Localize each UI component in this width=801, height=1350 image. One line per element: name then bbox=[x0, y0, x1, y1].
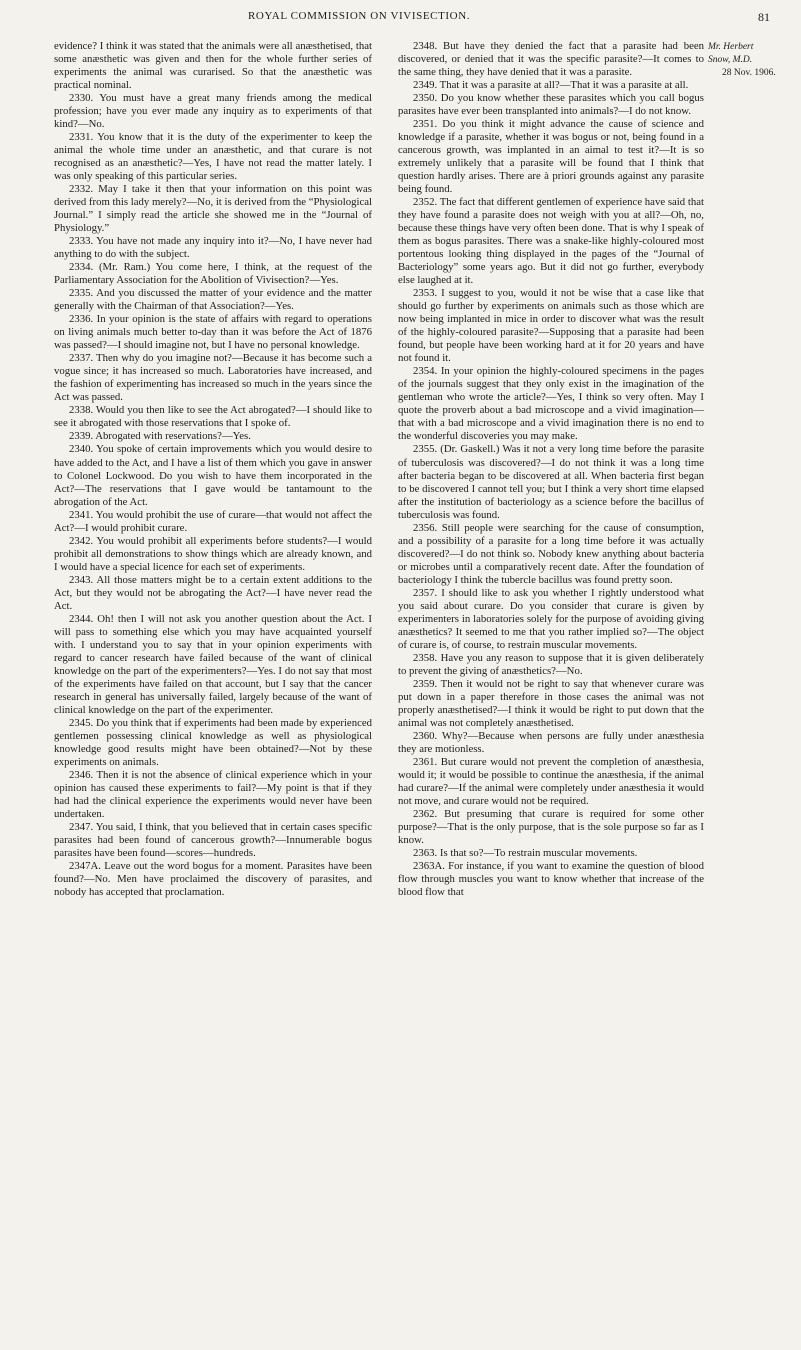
question-answer-paragraph: 2348. But have they denied the fact that a parasite had been discovered, or denied that it was the specific parasite?—It comes to the same thing, they have denied that it was a parasite. bbox=[398, 40, 704, 79]
question-answer-paragraph: 2346. Then it is not the absence of clinical experience which in your opinion has caused these experiments to fail?—My point is that if they had had the clinical experience the experiments would never have been undertaken. bbox=[54, 768, 372, 820]
question-answer-paragraph: 2340. You spoke of certain improvements which you would desire to have added to the Act, and I have a list of them which you gave in answer to Colonel Lockwood. Do you wish to have them incorporated in the Act?—The reservations that I gave would be tantamount to the abrogation of the Act. bbox=[54, 443, 372, 508]
question-answer-paragraph: 2337. Then why do you imagine not?—Because it has become such a vogue since; it has increased so much. Laboratories have increased, and the fashion of experimenting has increased so much in the years since the Act was passed. bbox=[54, 352, 372, 404]
question-answer-paragraph: 2347A. Leave out the word bogus for a moment. Parasites have been found?—No. Men have proclaimed the discovery of parasites, and nobody has accepted that proclamation. bbox=[54, 859, 372, 899]
question-answer-paragraph: 2351. Do you think it might advance the cause of science and knowledge if a parasite, whether it was bogus or not, being found in a cancerous growth, was implanted in an aimal to test it?—It is so extremely unlikely that a parasite will be found that I think that question hardly arises. There are à priori grounds against any parasite being found. bbox=[398, 118, 704, 196]
question-answer-paragraph: 2363A. For instance, if you want to examine the question of blood flow through muscles you want to know whether that increase of the blood flow that bbox=[398, 859, 704, 899]
question-answer-paragraph: 2358. Have you any reason to suppose that it is given deliberately to prevent the giving of anæsthetics?—No. bbox=[398, 651, 704, 677]
question-answer-paragraph: 2336. In your opinion is the state of affairs with regard to operations on living animals much better to-day than it was before the Act of 1876 was passed?—I should imagine not, but I have no personal knowledge. bbox=[54, 313, 372, 352]
question-answer-paragraph: 2339. Abrogated with reservations?—Yes. bbox=[69, 430, 251, 443]
page-header bbox=[0, 10, 801, 26]
question-answer-paragraph: 2350. Do you know whether these parasites which you call bogus parasites have ever been transplanted into animals?—I do not know. bbox=[398, 92, 704, 118]
question-answer-paragraph: 2330. You must have a great many friends among the medical profession; have you ever made any inquiry as to experiments of that kind?—No. bbox=[54, 92, 372, 131]
question-answer-paragraph: 2352. The fact that different gentlemen of experience have said that they have found a parasite does not weigh with you at all?—Oh, no, because these things have very often been done. That is why I speak of them as bogus parasites. There was a snake-like highly-coloured most portentous looking thing displayed in the pages of the “Journal of Bacteriology” some years ago. But it did not go further, everybody else laughed at it. bbox=[398, 196, 704, 287]
question-answer-paragraph: 2363. Is that so?—To restrain muscular movements. bbox=[413, 846, 638, 859]
witness-name: Mr. Herbert bbox=[708, 42, 754, 52]
question-answer-paragraph: 2344. Oh! then I will not ask you another question about the Act. I will pass to something else which you may have acquainted yourself with. I understand you to say that in your opinion experiments with regard to cancer research have failed because of the want of clinical knowledge on the part of the experimenters?—Yes. I do not say that most of the experiments have failed on that account, but I say that the cancer research in general has universally failed, largely because of the want of clinical knowledge on the part of the experimenter. bbox=[54, 612, 372, 716]
question-answer-paragraph: 2347. You said, I think, that you believed that in certain cases specific parasites had been found of cancerous growth?—Innumerable bogus parasites have been found—scores—hundreds. bbox=[54, 820, 372, 859]
question-answer-paragraph: 2333. You have not made any inquiry into it?—No, I have never had anything to do with the subject. bbox=[54, 235, 372, 261]
question-answer-paragraph: 2342. You would prohibit all experiments before students?—I would prohibit all demonstrations to show things which are already known, and I would have a special licence for each set of experiments. bbox=[54, 534, 372, 573]
question-answer-paragraph: 2349. That it was a parasite at all?—That it was a parasite at all. bbox=[413, 79, 689, 92]
question-answer-paragraph: 2360. Why?—Because when persons are fully under anæsthesia they are motionless. bbox=[398, 729, 704, 755]
question-answer-paragraph: 2338. Would you then like to see the Act abrogated?—I should like to see it abrogated with those reservations that I spoke of. bbox=[54, 404, 372, 430]
question-answer-paragraph: 2354. In your opinion the highly-coloured specimens in the pages of the journals suggest that they only exist in the imagination of the gentleman who wrote the article?—Yes, I think so very often. May I quote the proverb about a bad microscope and a vivid imagination—that with a bad microscope and a vivid imagination there is no end to the wonderful discoveries you may make. bbox=[398, 365, 704, 443]
question-answer-paragraph: 2343. All those matters might be to a certain extent additions to the Act, but they would not be abrogating the Act?—I have never read the Act. bbox=[54, 573, 372, 612]
question-answer-paragraph: 2357. I should like to ask you whether I rightly understood what you said about curare. Do you consider that curare is given by experimenters in laboratories solely for the purpose of avoiding giving anæsthetics? It seemed to me that you rather implied so?—The object of curare is, of course, to restrain muscular movements. bbox=[398, 586, 704, 651]
question-answer-paragraph: 2334. (Mr. Ram.) You come here, I think, at the request of the Parliamentary Association for the Abolition of Vivisection?—Yes. bbox=[54, 261, 372, 287]
witness-margin-note bbox=[708, 41, 798, 80]
question-answer-paragraph: 2331. You know that it is the duty of the experimenter to keep the animal the whole time under an anæsthetic, and that curare is not recognised as an anæsthetic?—Yes, I have not read the matter lately. I was only speaking of this particular series. bbox=[54, 131, 372, 183]
right-column bbox=[398, 40, 704, 899]
evidence-date: 28 Nov. 1906. bbox=[722, 68, 776, 78]
question-answer-paragraph: 2356. Still people were searching for the cause of consumption, and a possibility of a parasite for a long time before it was actually discovered?—I do not think so. Nobody knew anything about bacteria or microbes until a comparatively recent date. After the foundation of bacteriology I think the tubercle bacillus was found pretty soon. bbox=[398, 521, 704, 586]
question-answer-paragraph: 2362. But presuming that curare is required for some other purpose?—That is the only purpose, that is the sole purpose so far as I know. bbox=[398, 807, 704, 846]
witness-name-continued: Snow, M.D. bbox=[708, 55, 753, 65]
running-head: ROYAL COMMISSION ON VIVISECTION. bbox=[248, 10, 471, 22]
left-column bbox=[54, 40, 372, 899]
question-answer-paragraph: 2332. May I take it then that your information on this point was derived from this lady merely?—No, it is derived from the “Physiological Journal.” I simply read the article she showed me in the “Journal of Physiology.” bbox=[54, 183, 372, 235]
question-answer-paragraph: 2353. I suggest to you, would it not be wise that a case like that should go further by experiments on animals such as those which are now being implanted in mice in order to discover what was the result of the highly-coloured parasite?—Supposing that a parasite had been found, but people have been working hard at it for 20 years and have not found it. bbox=[398, 287, 704, 365]
question-answer-paragraph: 2341. You would prohibit the use of curare—that would not affect the Act?—I would prohibit curare. bbox=[54, 508, 372, 534]
question-answer-paragraph: 2359. Then it would not be right to say that whenever curare was put down in a paper therefore in those cases the animal was not properly anæsthetised?—I think it would be right to put down that the animal was not completely anæsthetised. bbox=[398, 677, 704, 729]
page-number: 81 bbox=[758, 10, 770, 24]
question-answer-paragraph: 2355. (Dr. Gaskell.) Was it not a very long time before the parasite of tuberculosis was discovered?—I do not think it was a long time after bacteria began to be discovered at all. When bacteria first began to be discovered I cannot tell you; but I think a very short time elapsed after the institution of bacteriology as a science before the bacillus of tuberculosis was found. bbox=[398, 443, 704, 521]
question-answer-paragraph: 2345. Do you think that if experiments had been made by experienced gentlemen possessing clinical knowledge as well as physiological knowledge good results might have been obtained?—Not by these experiments on animals. bbox=[54, 716, 372, 768]
question-answer-paragraph: 2361. But curare would not prevent the completion of anæsthesia, would it; it would be possible to continue the anæsthesia, if the animal had curare?—If the animal were completely under anæsthesia it would not move, and curare would not be required. bbox=[398, 755, 704, 807]
question-answer-paragraph: 2335. And you discussed the matter of your evidence and the matter generally with the Chairman of that Association?—Yes. bbox=[54, 287, 372, 313]
question-answer-paragraph: evidence? I think it was stated that the animals were all anæsthetised, that some anæsthetic was given and then for the whole further series of experiments the animal was curarised. So that the anæsthetic was practical nominal. bbox=[54, 40, 372, 92]
